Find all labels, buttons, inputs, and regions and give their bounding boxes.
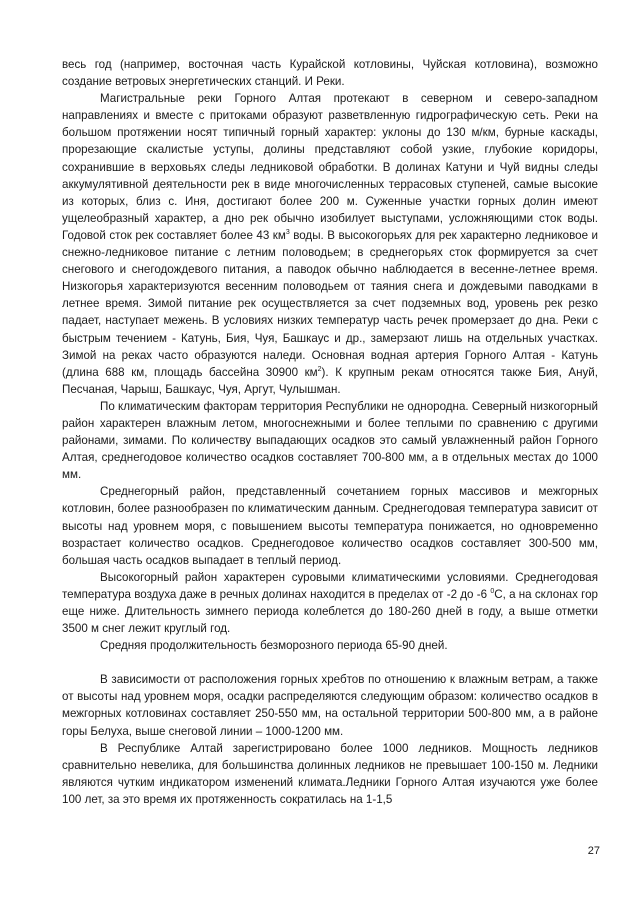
paragraph-wind-energy: весь год (например, восточная часть Курайской котловины, Чуйская котловина), возможно создание ветровых энергетических станций. И Реки. — [62, 58, 598, 89]
paragraph-rivers: Магистральные реки Горного Алтая протекают в северном и северо-западном направлениях и вместе с притоками образуют разветвленную гидрографическую сеть. Реки на большом протяжении носят типичный горный характер: уклоны до 130 м/км, бурные каскады, прорезающие скалистые уступы, долины представляют собой узкие, глубокие коридоры, сохранившие в верховьях следы ледниковой обработки. В долинах Катуни и Чуй видны следы аккумулятивной деятельности рек в виде многочисленных террасовых ступеней, самые высокие из которых, близ с. Иня, достигают более 200 м. Суженные участки горных долин имеют ущелеобразный характер, а дно рек обычно изобилует выступами, усложняющими сток воды. Годовой сток рек составляет более 43 $км^3$ воды. В высокогорьях для рек характерно ледниковое и снежно-ледниковое питание с летним половодьем; в среднегорьях сток формируется за счет снегового и снегодождевого питания, а паводок обычно наблюдается в весенне-летнее время. Низкогорья характеризуются весенним половодьем от таяния снега и дождевыми паводками в летнее время. Зимой питание рек осуществляется за счет подземных вод, уровень рек резко падает, наступает межень. В условиях низких температур часть речек промерзает до дна. Реки с быстрым течением - Катунь, Бия, Чуя, Башкаус и др., замерзают лишь на отдельных участках. Зимой на реках часто образуются наледи. Основная водная артерия Горного Алтая - Катунь (длина 688 км, площадь бассейна 30900 $км^2$). К крупным рекам относятся также Бия, Ануй, Песчаная, Чарыш, Башкаус, Чуя, Аргут, Чулышман. — [62, 92, 598, 396]
paragraph-climate-mid: Среднегорный район, представленный сочетанием горных массивов и межгорных котловин, более разнообразен по климатическим данным. Среднегодовая температура зависит от высоты над уровнем моря, с повышением высоты температура понижается, но одновременно возрастает количество осадков. Среднегодовое количество осадков составляет 300-500 мм, большая часть осадков выпадает в теплый период. — [62, 485, 598, 567]
paragraph-precipitation: В зависимости от расположения горных хребтов по отношению к влажным ветрам, а также от высоты над уровнем моря, осадки распределяются следующим образом: количество осадков в межгорных котловинах составляет 250-550 мм, на остальной территории 500-800 мм, а в районе горы Белуха, выше снеговой линии – 1000-1200 мм. — [62, 673, 598, 738]
body-text — [62, 56, 598, 808]
paragraph-glaciers: В Республике Алтай зарегистрировано более 1000 ледников. Мощность ледников сравнительно невелика, для большинства долинных ледников не превышает 100-150 м. Ледники являются чутким индикатором изменений климата.Ледники Горного Алтая изучаются уже более 100 лет, за это время их протяженность сократилась на 1-1,5 — [62, 741, 598, 806]
superscript-degree: 0 — [490, 588, 495, 596]
paragraph-climate-high: Высокогорный район характерен суровыми климатическими условиями. Среднегодовая температура воздуха даже в речных долинах находится в пределах от -2 до -6 $^0$С, а на склонах гор еще ниже. Длительность зимнего периода колеблется до 180-260 дней в году, а выше отметки 3500 м снег лежит круглый год. — [62, 570, 599, 636]
page-number: 27 — [587, 845, 600, 857]
superscript-3: 3 — [285, 229, 290, 237]
paragraph-climate-north: По климатическим факторам территория Республики не однородна. Северный низкогорный район характерен влажным летом, многоснежными и более теплыми по сравнению с другими районами, зимами. По количеству выпадающих осадков это самый увлажненный район Горного Алтая, среднегодовое количество осадков составляет 700-800 мм, а в отдельных местах до 1000 мм. — [62, 399, 598, 482]
paragraph-frost-free: Средняя продолжительность безморозного периода 65-90 дней. — [100, 639, 448, 653]
superscript-2: 2 — [317, 365, 322, 373]
